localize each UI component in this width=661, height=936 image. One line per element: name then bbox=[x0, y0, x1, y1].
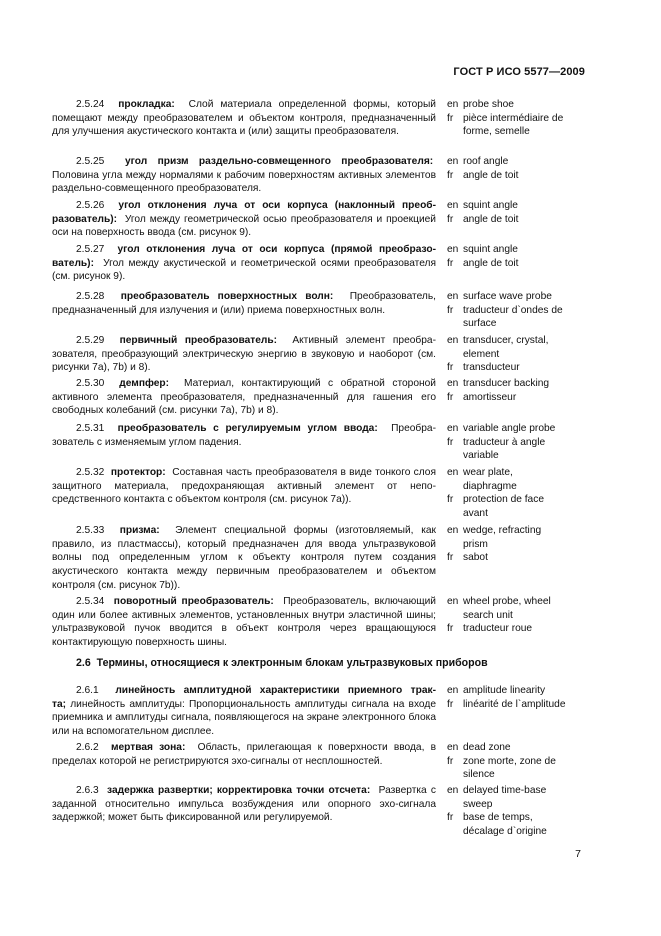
translation: probe shoe bbox=[463, 99, 514, 110]
section-heading bbox=[52, 657, 592, 669]
term-number: 2.5.28 bbox=[76, 291, 105, 302]
term-translations bbox=[447, 334, 592, 375]
translation: wear plate, bbox=[463, 467, 513, 478]
translation: amplitude linearity bbox=[463, 685, 546, 696]
term-definition-ru bbox=[52, 466, 436, 507]
term-definition-ru bbox=[52, 199, 436, 240]
term-definition: Слой материала определенной формы, который помещают между преобразователем и объектом контроля, предназначенный для улучшения акустического контакта и (или) защиты преобразователя. bbox=[52, 99, 436, 138]
lang-code: fr bbox=[447, 436, 454, 448]
translation: forme, semelle bbox=[463, 126, 530, 138]
term-name: угол отклонения луча от оси корпуса (наклонный преобразователь): bbox=[52, 200, 436, 225]
term-definition: Развертка с заданной относительно импульса возбуждения или опорного эхо-сигнала задержкой; может быть фиксированной или регулируемой. bbox=[52, 785, 436, 824]
term-definition-ru bbox=[52, 684, 436, 739]
translation: amortisseur bbox=[463, 391, 517, 403]
translation: search unit bbox=[463, 609, 513, 621]
lang-code: fr bbox=[447, 213, 454, 225]
term-translations bbox=[447, 290, 592, 331]
translation: traducteur d`ondes de bbox=[463, 304, 563, 316]
term-definition-ru bbox=[52, 595, 436, 650]
term-translations bbox=[447, 466, 592, 521]
lang-code: fr bbox=[447, 362, 454, 374]
lang-code: en bbox=[447, 685, 459, 696]
lang-code: en bbox=[447, 378, 459, 389]
translation: transducer backing bbox=[463, 378, 550, 389]
term-name: преобразователь с регулируемым углом ввода: bbox=[117, 423, 378, 434]
section-title: Термины, относящиеся к электронным блокам ультразвуковых приборов bbox=[96, 657, 488, 669]
term-definition-ru bbox=[52, 524, 436, 593]
term-name: поворотный преобразователь: bbox=[113, 596, 274, 607]
term-definition-ru bbox=[52, 422, 436, 449]
translation: roof angle bbox=[463, 156, 509, 167]
term-definition: Угол между акустической и геометрической осями преобразователя (см. рисунок 9). bbox=[52, 257, 436, 283]
term-name: угол призм раздельно-совмещенного преобразователя: bbox=[125, 156, 434, 167]
translation: base de temps, bbox=[463, 812, 533, 824]
term-number: 2.5.32 bbox=[76, 467, 105, 478]
lang-code: fr bbox=[447, 552, 454, 564]
term-definition-ru bbox=[52, 155, 436, 196]
term-definition-ru bbox=[52, 243, 436, 284]
translation: surface bbox=[463, 318, 497, 330]
translation: diaphragme bbox=[463, 480, 517, 492]
term-translations bbox=[447, 741, 592, 782]
lang-code: en bbox=[447, 742, 459, 753]
term-name: демпфер: bbox=[119, 378, 170, 389]
term-name: угол отклонения луча от оси корпуса (прямой преобразователь): bbox=[52, 244, 436, 269]
translation: transducer, crystal, bbox=[463, 335, 549, 346]
term-definition: Преобразователь с изменяемым углом падения. bbox=[52, 423, 436, 448]
page-number: 7 bbox=[575, 848, 581, 860]
term-name: мертвая зона: bbox=[110, 742, 186, 753]
document-header: ГОСТ Р ИСО 5577—2009 bbox=[453, 66, 585, 78]
term-name: призма: bbox=[119, 525, 160, 536]
translation: angle de toit bbox=[463, 213, 519, 225]
translation: element bbox=[463, 348, 500, 360]
translation: zone morte, zone de bbox=[463, 755, 556, 767]
translation: angle de toit bbox=[463, 257, 519, 269]
lang-code bbox=[447, 798, 463, 812]
translation: wheel probe, wheel bbox=[463, 596, 551, 607]
lang-code bbox=[447, 538, 463, 552]
term-definition: линейность амплитуды: Пропорциональность амплитуды сигнала на входе приемника и амплитуды сигнала, появляющегося на экране электронного блока или на вспомогательном дисплее. bbox=[52, 698, 436, 738]
lang-code: en bbox=[447, 156, 459, 167]
term-number: 2.6.2 bbox=[76, 742, 99, 753]
lang-code: en bbox=[447, 525, 459, 536]
term-definition-ru bbox=[52, 784, 436, 825]
term-number: 2.5.26 bbox=[76, 200, 105, 211]
term-definition-ru bbox=[52, 290, 436, 317]
lang-code: en bbox=[447, 99, 459, 110]
translation: pièce intermédiaire de bbox=[463, 112, 564, 124]
term-definition: Активный элемент преобразователя, преобразующий электрическую энергию в звуковую и наоборот (см. рисунки 7а), 7b) и 8). bbox=[52, 335, 436, 374]
term-definition: Преобразователь, предназначенный для излучения и (или) приема поверхностных волн. bbox=[52, 291, 436, 316]
lang-code: en bbox=[447, 596, 459, 607]
term-translations bbox=[447, 784, 592, 839]
lang-code bbox=[447, 125, 463, 139]
lang-code: fr bbox=[447, 623, 454, 635]
term-number: 2.5.31 bbox=[76, 423, 105, 434]
lang-code bbox=[447, 768, 463, 782]
lang-code: fr bbox=[447, 169, 454, 181]
term-translations bbox=[447, 684, 592, 711]
translation: traducteur roue bbox=[463, 623, 533, 635]
lang-code: en bbox=[447, 244, 459, 255]
lang-code: en bbox=[447, 200, 459, 211]
lang-code: en bbox=[447, 291, 459, 302]
lang-code bbox=[447, 348, 463, 362]
translation: delayed time-base bbox=[463, 785, 547, 796]
term-translations bbox=[447, 98, 592, 139]
translation: sweep bbox=[463, 798, 493, 810]
term-number: 2.5.30 bbox=[76, 378, 105, 389]
lang-code: en bbox=[447, 423, 459, 434]
term-translations bbox=[447, 524, 592, 565]
term-definition: Материал, контактирующий с обратной стороной активного элемента преобразователя, предназначенный для гашения его свободных колебаний (см. рисунки 7а), 7b) и 8). bbox=[52, 378, 436, 417]
lang-code: fr bbox=[447, 112, 454, 124]
term-name: линейность амплитудной характеристики приемного тракта; bbox=[52, 685, 436, 710]
lang-code: fr bbox=[447, 304, 454, 316]
term-name: протектор: bbox=[110, 467, 166, 478]
lang-code bbox=[447, 507, 463, 521]
translation: surface wave probe bbox=[463, 291, 552, 302]
translation: traducteur à angle bbox=[463, 436, 546, 448]
term-definition: Составная часть преобразователя в виде тонкого слоя защитного материала, предохраняющая активный элемент от непосредственного контакта с объектом контроля (см. рисунок 7а)). bbox=[52, 467, 436, 506]
lang-code: en bbox=[447, 467, 459, 478]
term-definition-ru bbox=[52, 741, 436, 768]
term-translations bbox=[447, 377, 592, 404]
lang-code: fr bbox=[447, 391, 454, 403]
translation: protection de face bbox=[463, 494, 544, 506]
term-definition: Преобразователь, включающий один или более активных элементов, установленных внутри эластичной шины; ультразвуковой пучок вводится в объект контроля через вращающуюся контактирующую поверхность шины. bbox=[52, 596, 436, 649]
term-translations bbox=[447, 595, 592, 636]
lang-code: fr bbox=[447, 698, 454, 710]
term-definition: Угол между геометрической осью преобразователя и проекцией оси на поверхность ввода (см. рисунок 9). bbox=[52, 213, 436, 239]
term-name: прокладка: bbox=[118, 99, 175, 110]
translation: angle de toit bbox=[463, 169, 519, 181]
translation: décalage d`origine bbox=[463, 826, 547, 838]
term-number: 2.5.27 bbox=[76, 244, 105, 255]
term-definition-ru bbox=[52, 377, 436, 418]
lang-code bbox=[447, 825, 463, 839]
translation: dead zone bbox=[463, 742, 511, 753]
term-definition-ru bbox=[52, 98, 436, 139]
term-number: 2.5.34 bbox=[76, 596, 105, 607]
lang-code: en bbox=[447, 785, 459, 796]
term-number: 2.6.3 bbox=[76, 785, 99, 796]
translation: prism bbox=[463, 538, 488, 550]
translation: squint angle bbox=[463, 200, 518, 211]
lang-code: fr bbox=[447, 494, 454, 506]
term-definition: Область, прилегающая к поверхности ввода, в пределах которой не регистрируются эхо-сигналы от несплошностей. bbox=[52, 742, 436, 767]
term-definition: Половина угла между нормалями к рабочим поверхностям активных элементов раздельно-совмещенного преобразователя. bbox=[52, 169, 436, 195]
section-number: 2.6 bbox=[76, 657, 91, 669]
term-translations bbox=[447, 422, 592, 463]
term-number: 2.5.24 bbox=[76, 99, 105, 110]
translation: sabot bbox=[463, 552, 488, 564]
term-translations bbox=[447, 155, 592, 182]
translation: silence bbox=[463, 769, 495, 781]
lang-code bbox=[447, 480, 463, 494]
lang-code: fr bbox=[447, 812, 454, 824]
term-name: первичный преобразователь: bbox=[119, 335, 278, 346]
term-name: преобразователь поверхностных волн: bbox=[120, 291, 334, 302]
term-number: 2.5.25 bbox=[76, 156, 105, 167]
term-definition: Элемент специальной формы (изготовляемый, как правило, из пластмассы), который предназначен для ввода ультразвуковой волны под определенным углом к объекту контроля путем создания акустического контакта между первичным преобразователем и объектом контроля (см. рисунок 7b)). bbox=[52, 525, 437, 591]
translation: variable bbox=[463, 450, 499, 462]
translation: avant bbox=[463, 508, 488, 520]
translation: squint angle bbox=[463, 244, 518, 255]
lang-code: fr bbox=[447, 755, 454, 767]
translation: linéarité de l`amplitude bbox=[463, 698, 566, 710]
lang-code bbox=[447, 449, 463, 463]
translation: transducteur bbox=[463, 362, 520, 374]
term-translations bbox=[447, 243, 592, 270]
term-number: 2.5.33 bbox=[76, 525, 105, 536]
translation: wedge, refracting bbox=[463, 525, 542, 536]
term-number: 2.5.29 bbox=[76, 335, 105, 346]
lang-code bbox=[447, 317, 463, 331]
lang-code: fr bbox=[447, 257, 454, 269]
term-translations bbox=[447, 199, 592, 226]
lang-code bbox=[447, 609, 463, 623]
translation: variable angle probe bbox=[463, 423, 556, 434]
lang-code: en bbox=[447, 335, 459, 346]
term-name: задержка развертки; корректировка точки отсчета: bbox=[107, 785, 371, 796]
term-number: 2.6.1 bbox=[76, 685, 99, 696]
term-definition-ru bbox=[52, 334, 436, 375]
